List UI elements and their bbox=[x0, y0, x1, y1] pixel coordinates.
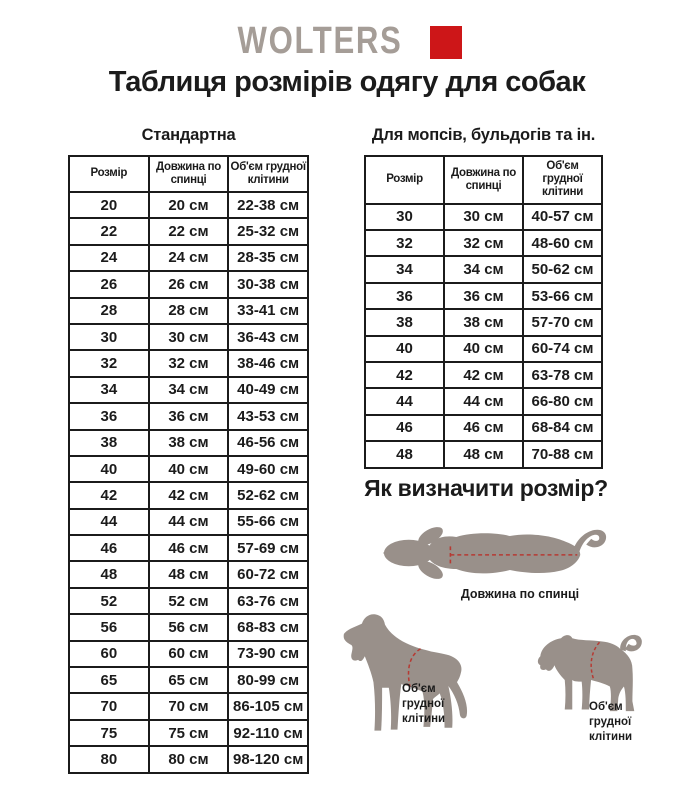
table-row bbox=[69, 641, 308, 667]
standard-size-table bbox=[68, 155, 309, 774]
table-cell: 46 см bbox=[444, 415, 523, 441]
table-header-cell: Об'єм грудної клітини bbox=[228, 156, 308, 192]
table-cell: 36 см bbox=[149, 403, 229, 429]
standard-table-title: Стандартна bbox=[141, 126, 236, 144]
table-header-cell: Розмір bbox=[365, 156, 444, 204]
table-cell: 52 см bbox=[149, 588, 229, 614]
table-cell: 42 см bbox=[149, 482, 229, 508]
back-length-label: Довжина по спинці bbox=[460, 587, 580, 601]
table-cell: 30 см bbox=[444, 204, 523, 230]
table-cell: 40-57 см bbox=[523, 204, 602, 230]
table-row bbox=[69, 509, 308, 535]
table-header-cell: Об'єм грудної клітини bbox=[523, 156, 602, 204]
standard-table-section bbox=[68, 126, 309, 774]
table-cell: 25-32 см bbox=[228, 218, 308, 244]
table-row bbox=[69, 720, 308, 746]
table-cell: 75 bbox=[69, 720, 149, 746]
table-cell: 42 bbox=[365, 362, 444, 388]
table-cell: 42 bbox=[69, 482, 149, 508]
table-cell: 53-66 см bbox=[523, 283, 602, 309]
table-cell: 34 см bbox=[149, 377, 229, 403]
table-cell: 33-41 см bbox=[228, 298, 308, 324]
table-cell: 68-83 см bbox=[228, 614, 308, 640]
table-row bbox=[69, 667, 308, 693]
table-cell: 70 см bbox=[149, 693, 229, 719]
table-row bbox=[69, 746, 308, 772]
table-cell: 56 bbox=[69, 614, 149, 640]
table-row bbox=[69, 535, 308, 561]
dog-topview-silhouette-icon bbox=[379, 520, 611, 586]
logo-red-square-icon bbox=[430, 26, 462, 59]
table-cell: 60-74 см bbox=[523, 336, 602, 362]
table-cell: 52 bbox=[69, 588, 149, 614]
table-row bbox=[69, 403, 308, 429]
table-row bbox=[69, 456, 308, 482]
guide-title: Як визначити розмір? bbox=[364, 475, 608, 501]
table-cell: 80 см bbox=[149, 746, 229, 772]
table-cell: 38 bbox=[365, 309, 444, 335]
table-row bbox=[69, 192, 308, 218]
table-cell: 52-62 см bbox=[228, 482, 308, 508]
table-cell: 57-70 см bbox=[523, 309, 602, 335]
table-cell: 48 см bbox=[444, 441, 523, 467]
table-cell: 48 см bbox=[149, 561, 229, 587]
table-cell: 36 bbox=[365, 283, 444, 309]
table-row bbox=[365, 309, 602, 335]
table-cell: 40 см bbox=[149, 456, 229, 482]
table-cell: 36 см bbox=[444, 283, 523, 309]
table-cell: 60 bbox=[69, 641, 149, 667]
table-cell: 56 см bbox=[149, 614, 229, 640]
table-cell: 48 bbox=[365, 441, 444, 467]
table-cell: 66-80 см bbox=[523, 388, 602, 414]
table-cell: 92-110 см bbox=[228, 720, 308, 746]
table-header-cell: Довжина по спинці bbox=[149, 156, 229, 192]
table-cell: 32 bbox=[365, 230, 444, 256]
table-cell: 30 bbox=[69, 324, 149, 350]
table-cell: 26 см bbox=[149, 271, 229, 297]
table-row bbox=[69, 245, 308, 271]
table-cell: 34 bbox=[69, 377, 149, 403]
table-cell: 46 bbox=[365, 415, 444, 441]
table-cell: 46-56 см bbox=[228, 430, 308, 456]
table-cell: 44 bbox=[69, 509, 149, 535]
table-cell: 38 см bbox=[149, 430, 229, 456]
table-cell: 86-105 см bbox=[228, 693, 308, 719]
table-row bbox=[69, 377, 308, 403]
table-cell: 44 bbox=[365, 388, 444, 414]
table-cell: 26 bbox=[69, 271, 149, 297]
table-cell: 80 bbox=[69, 746, 149, 772]
table-cell: 22-38 см bbox=[228, 192, 308, 218]
dog-topview-body bbox=[383, 523, 606, 582]
table-cell: 40 bbox=[365, 336, 444, 362]
table-cell: 30 см bbox=[149, 324, 229, 350]
table-cell: 63-78 см bbox=[523, 362, 602, 388]
table-header-row bbox=[69, 156, 308, 192]
table-row bbox=[69, 561, 308, 587]
table-cell: 28-35 см bbox=[228, 245, 308, 271]
table-row bbox=[69, 614, 308, 640]
chest-volume-label-standing: Об'єм грудної клітини bbox=[402, 683, 446, 725]
table-cell: 75 см bbox=[149, 720, 229, 746]
table-row bbox=[365, 362, 602, 388]
table-cell: 36 bbox=[69, 403, 149, 429]
table-cell: 24 см bbox=[149, 245, 229, 271]
table-cell: 46 см bbox=[149, 535, 229, 561]
table-row bbox=[365, 256, 602, 282]
table-cell: 34 см bbox=[444, 256, 523, 282]
table-cell: 40 см bbox=[444, 336, 523, 362]
pugs-table-section bbox=[364, 126, 603, 469]
table-cell: 55-66 см bbox=[228, 509, 308, 535]
table-cell: 40 bbox=[69, 456, 149, 482]
table-cell: 20 bbox=[69, 192, 149, 218]
table-cell: 65 bbox=[69, 667, 149, 693]
table-row bbox=[365, 283, 602, 309]
table-cell: 80-99 см bbox=[228, 667, 308, 693]
table-header-row bbox=[365, 156, 602, 204]
table-cell: 32 bbox=[69, 350, 149, 376]
pugs-table-title: Для мопсів, бульдогів та ін. bbox=[371, 126, 596, 144]
table-cell: 68-84 см bbox=[523, 415, 602, 441]
table-row bbox=[69, 350, 308, 376]
table-header-cell: Довжина по спинці bbox=[444, 156, 523, 204]
page-title: Таблиця розмірів одягу для собак bbox=[108, 66, 586, 98]
table-cell: 46 bbox=[69, 535, 149, 561]
table-cell: 44 см bbox=[149, 509, 229, 535]
table-cell: 48 bbox=[69, 561, 149, 587]
table-cell: 22 см bbox=[149, 218, 229, 244]
table-cell: 22 bbox=[69, 218, 149, 244]
pugs-size-table bbox=[364, 155, 603, 469]
table-row bbox=[365, 336, 602, 362]
table-cell: 70 bbox=[69, 693, 149, 719]
table-row bbox=[69, 218, 308, 244]
table-cell: 20 см bbox=[149, 192, 229, 218]
table-cell: 36-43 см bbox=[228, 324, 308, 350]
table-row bbox=[365, 388, 602, 414]
table-row bbox=[69, 324, 308, 350]
table-row bbox=[365, 441, 602, 467]
table-row bbox=[69, 588, 308, 614]
table-row bbox=[69, 271, 308, 297]
table-row bbox=[365, 204, 602, 230]
table-cell: 32 см bbox=[444, 230, 523, 256]
table-cell: 38-46 см bbox=[228, 350, 308, 376]
table-row bbox=[69, 482, 308, 508]
table-cell: 48-60 см bbox=[523, 230, 602, 256]
table-cell: 43-53 см bbox=[228, 403, 308, 429]
table-cell: 57-69 см bbox=[228, 535, 308, 561]
table-cell: 28 bbox=[69, 298, 149, 324]
chest-volume-label-bulldog: Об'єм грудної клітини bbox=[589, 701, 633, 743]
table-cell: 30-38 см bbox=[228, 271, 308, 297]
wolters-logo-text: WOLTERS bbox=[237, 20, 403, 62]
table-cell: 44 см bbox=[444, 388, 523, 414]
table-row bbox=[365, 230, 602, 256]
table-header-cell: Розмір bbox=[69, 156, 149, 192]
table-cell: 30 bbox=[365, 204, 444, 230]
table-cell: 40-49 см bbox=[228, 377, 308, 403]
table-cell: 38 bbox=[69, 430, 149, 456]
table-cell: 42 см bbox=[444, 362, 523, 388]
table-cell: 28 см bbox=[149, 298, 229, 324]
table-cell: 73-90 см bbox=[228, 641, 308, 667]
table-cell: 63-76 см bbox=[228, 588, 308, 614]
table-cell: 60-72 см bbox=[228, 561, 308, 587]
table-cell: 60 см bbox=[149, 641, 229, 667]
table-row bbox=[69, 430, 308, 456]
table-cell: 32 см bbox=[149, 350, 229, 376]
table-cell: 98-120 см bbox=[228, 746, 308, 772]
table-row bbox=[69, 298, 308, 324]
table-cell: 38 см bbox=[444, 309, 523, 335]
table-cell: 24 bbox=[69, 245, 149, 271]
table-cell: 70-88 см bbox=[523, 441, 602, 467]
table-cell: 50-62 см bbox=[523, 256, 602, 282]
table-row bbox=[69, 693, 308, 719]
table-row bbox=[365, 415, 602, 441]
table-cell: 34 bbox=[365, 256, 444, 282]
table-cell: 49-60 см bbox=[228, 456, 308, 482]
table-cell: 65 см bbox=[149, 667, 229, 693]
